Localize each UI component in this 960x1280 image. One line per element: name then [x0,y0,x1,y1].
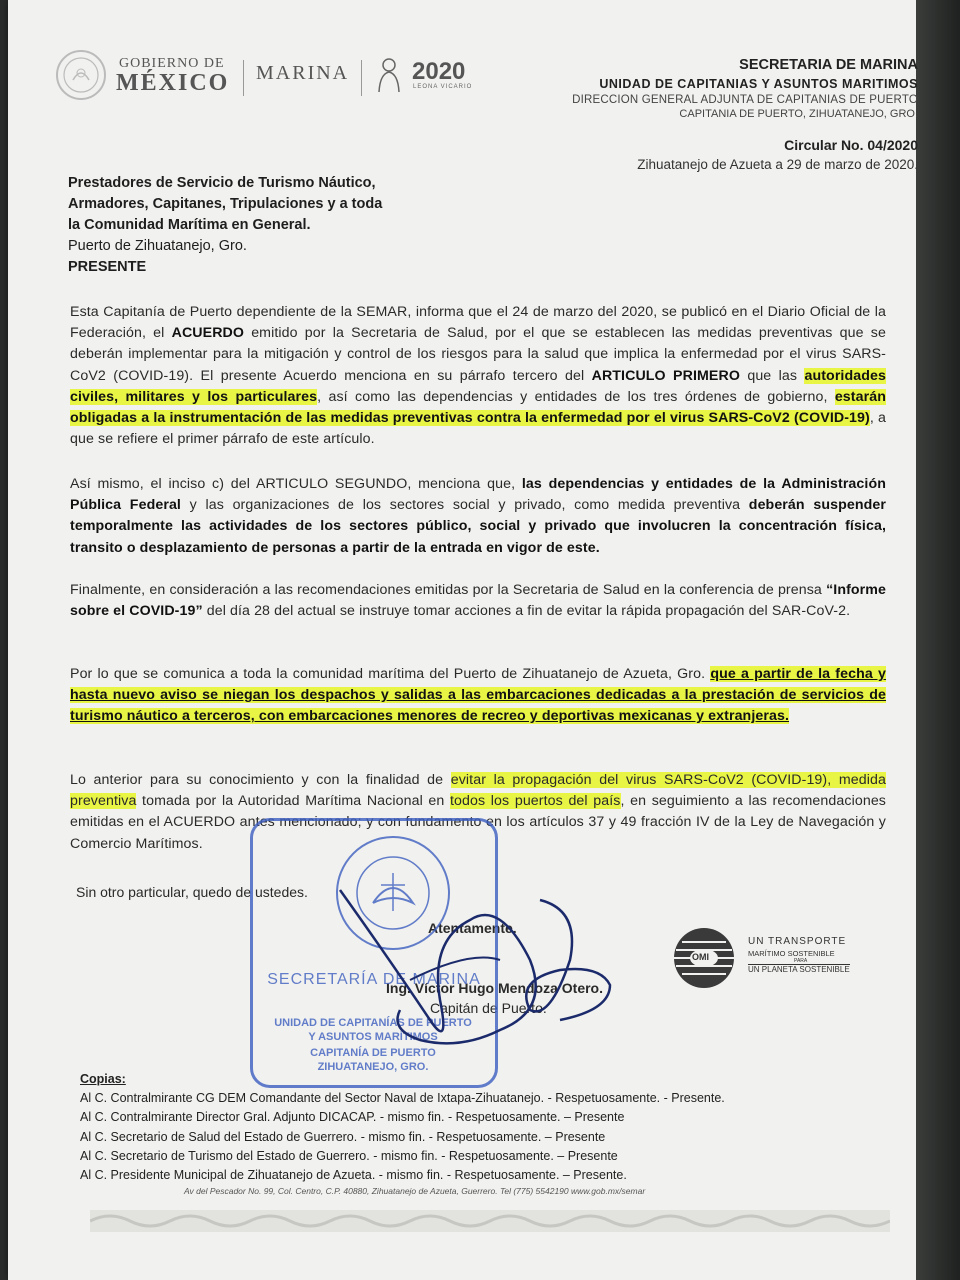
recipient-presente: PRESENTE [68,259,147,275]
background-edge [916,0,960,1280]
national-seal-icon [56,50,106,100]
stamp-line: CAPITANÍA DE PUERTO [310,1047,436,1059]
direccion-heading: DIRECCION GENERAL ADJUNTA DE CAPITANIAS DE PUERTO [572,94,918,106]
text-run: tomada por la Autoridad Marítima Nacional en [136,793,450,810]
text-run-bold: ACUERDO [171,325,245,342]
copies-list [80,1070,725,1185]
logo-divider [361,60,362,96]
copies-title: Copias: [80,1072,126,1086]
year-sublabel: LEONA VICARIO [413,84,473,90]
stamp-line: Y ASUNTOS MARÍTIMOS [308,1031,438,1043]
omi-badge: OMI [692,952,709,962]
text-run: , a que se refiere el primer párrafo de este artículo. [70,410,887,448]
text-run: Esta Capitanía de Puerto dependiente de la SEMAR, informa que el 24 de marzo del 2020, se publicó en el Diario Oficial de la Federación, el [70,304,886,342]
text-run: , en seguimiento a las recomendaciones emitidas en el ACUERDO antes mencionado; y con fundamento en los artículos 37 y 49 fracción IV de la Ley de Navegación y Comercio Marítimos. [70,793,887,852]
list-item: Al C. Secretario de Turismo del Estado de Guerrero. - mismo fin. - Respetuosamente. – Presente [80,1148,618,1163]
gobierno-label: GOBIERNO DE [119,56,225,71]
stamp-line: UNIDAD DE CAPITANÍAS DE PUERTO [274,1017,472,1029]
document-date: Zihuatanejo de Azueta a 29 de marzo de 2020. [637,157,918,172]
text-run-bold: deberán suspender temporalmente las actividades de los sectores público, social y privado que involucren la concentración física, transito o desplazamiento de personas a partir de la entrada en vigor de este. [70,497,886,556]
text-run: Finalmente, en consideración a las recomendaciones emitidas por la Secretaria de Salud en la conferencia de prensa [70,582,827,598]
recipient-location: Puerto de Zihuatanejo, Gro. [68,238,247,254]
omi-line: MARÍTIMO SOSTENIBLE [748,949,835,958]
highlighted-text: que a partir de la fecha y hasta nuevo aviso se niegan los despachos y salidas a las embarcaciones dedicadas a la prestación de servicios de turismo náutico a terceros, con embarcaciones menores de recreo y deportivas mexicanas y extranjeras. [70,666,886,725]
omi-line: UN PLANETA SOSTENIBLE [748,965,850,974]
text-run: del día 28 del actual se instruye tomar acciones a fin de evitar la rápida propagación del SAR-CoV-2. [202,603,851,620]
text-run: emitido por la Secretaria de Salud, por el que se establecen las medidas preventivas que se deberán implementar para la mitigación y control de los riesgos para la salud que implica la enfermedad por el virus SARS-CoV2 (COVID-19). El presente Acuerdo menciona en su párrafo tercero del [70,325,886,384]
marina-label: MARINA [256,62,350,84]
text-run: Así mismo, el inciso c) del ARTICULO SEGUNDO, menciona que, [70,476,522,492]
signer-name: Ing. Víctor Hugo Mendoza Otero. [386,980,603,996]
list-item: Al C. Presidente Municipal de Zihuatanejo de Azueta. - mismo fin. - Respetuosamente. – Presente. [80,1168,627,1183]
logo-divider [243,60,244,96]
mexico-label: MÉXICO [116,70,230,96]
handwritten-signature [300,880,640,1070]
year-label: 2020 [412,58,466,85]
highlighted-text: autoridades civiles, militares y los particulares [70,367,886,405]
omi-logo [672,926,862,986]
list-item: Al C. Contralmirante CG DEM Comandante del Sector Naval de Ixtapa-Zihuatanejo. - Respetuosamente. - Presente. [80,1091,725,1106]
text-run: Lo anterior para su conocimiento y con la finalidad de [70,772,451,788]
recipient-line: Prestadores de Servicio de Turismo Náutico, [68,175,376,191]
text-run: y las organizaciones de los sectores social y privado, como medida preventiva [180,497,749,514]
stamp-line: ZIHUATANEJO, GRO. [317,1061,429,1073]
leona-vicario-icon [374,56,404,94]
signer-title: Capitán de Puerto. [430,1000,547,1016]
highlighted-text: evitar la propagación del virus SARS-CoV2 (COVID-19), medida preventiva [70,772,886,810]
capitania-heading: CAPITANIA DE PUERTO, ZIHUATANEJO, GRO. [679,108,918,120]
text-run-bold: “Informe sobre el COVID-19” [70,582,886,620]
circular-number: Circular No. 04/2020 [784,137,918,153]
body-paragraph-2 [70,474,886,559]
omi-line: UN TRANSPORTE [748,936,847,947]
stamp-line: SECRETARÍA DE MARINA [267,971,481,988]
closing-line: Sin otro particular, quedo de ustedes. [76,884,308,900]
recipient-line: la Comunidad Marítima en General. [68,217,311,233]
body-paragraph-4 [70,664,886,728]
decorative-footer-band [90,1206,890,1236]
atentamente-label: Atentamente. [428,920,517,936]
list-item: Al C. Secretario de Salud del Estado de Guerrero. - mismo fin. - Respetuosamente. – Presente [80,1129,606,1144]
footer-address: Av del Pescador No. 99, Col. Centro, C.P. 40880, Zihuatanejo de Azueta, Guerrero. Tel (775) 5542190 www.gob.mx/semar [184,1186,646,1196]
unidad-heading: UNIDAD DE CAPITANIAS Y ASUNTOS MARITIMOS [599,77,918,91]
text-run-bold: las dependencias y entidades de la Administración Pública Federal [70,476,886,514]
text-run: , así como las dependencias y entidades de los tres órdenes de gobierno, [317,388,835,405]
recipient-line: Armadores, Capitanes, Tripulaciones y a toda [68,196,383,212]
text-run: Por lo que se comunica a toda la comunidad marítima del Puerto de Zihuatanejo de Azueta, Gro. [70,666,711,682]
highlighted-text: todos los puertos del país [450,793,621,810]
secretaria-heading: SECRETARIA DE MARINA [739,57,918,73]
omi-line: PARA [794,958,808,964]
text-run: que las [739,367,805,384]
highlighted-text: estarán obligadas a la instrumentación de las medidas preventivas contra la enfermedad por el virus SARS-CoV2 (COVID-19) [70,388,886,427]
header-logos [56,50,486,100]
list-item: Al C. Contralmirante Director Gral. Adjunto DICACAP. - mismo fin. - Respetuosamente. – Presente [80,1110,625,1125]
body-paragraph-1 [70,302,886,450]
body-paragraph-3 [70,580,886,622]
text-run-bold: ARTICULO PRIMERO [591,367,740,384]
